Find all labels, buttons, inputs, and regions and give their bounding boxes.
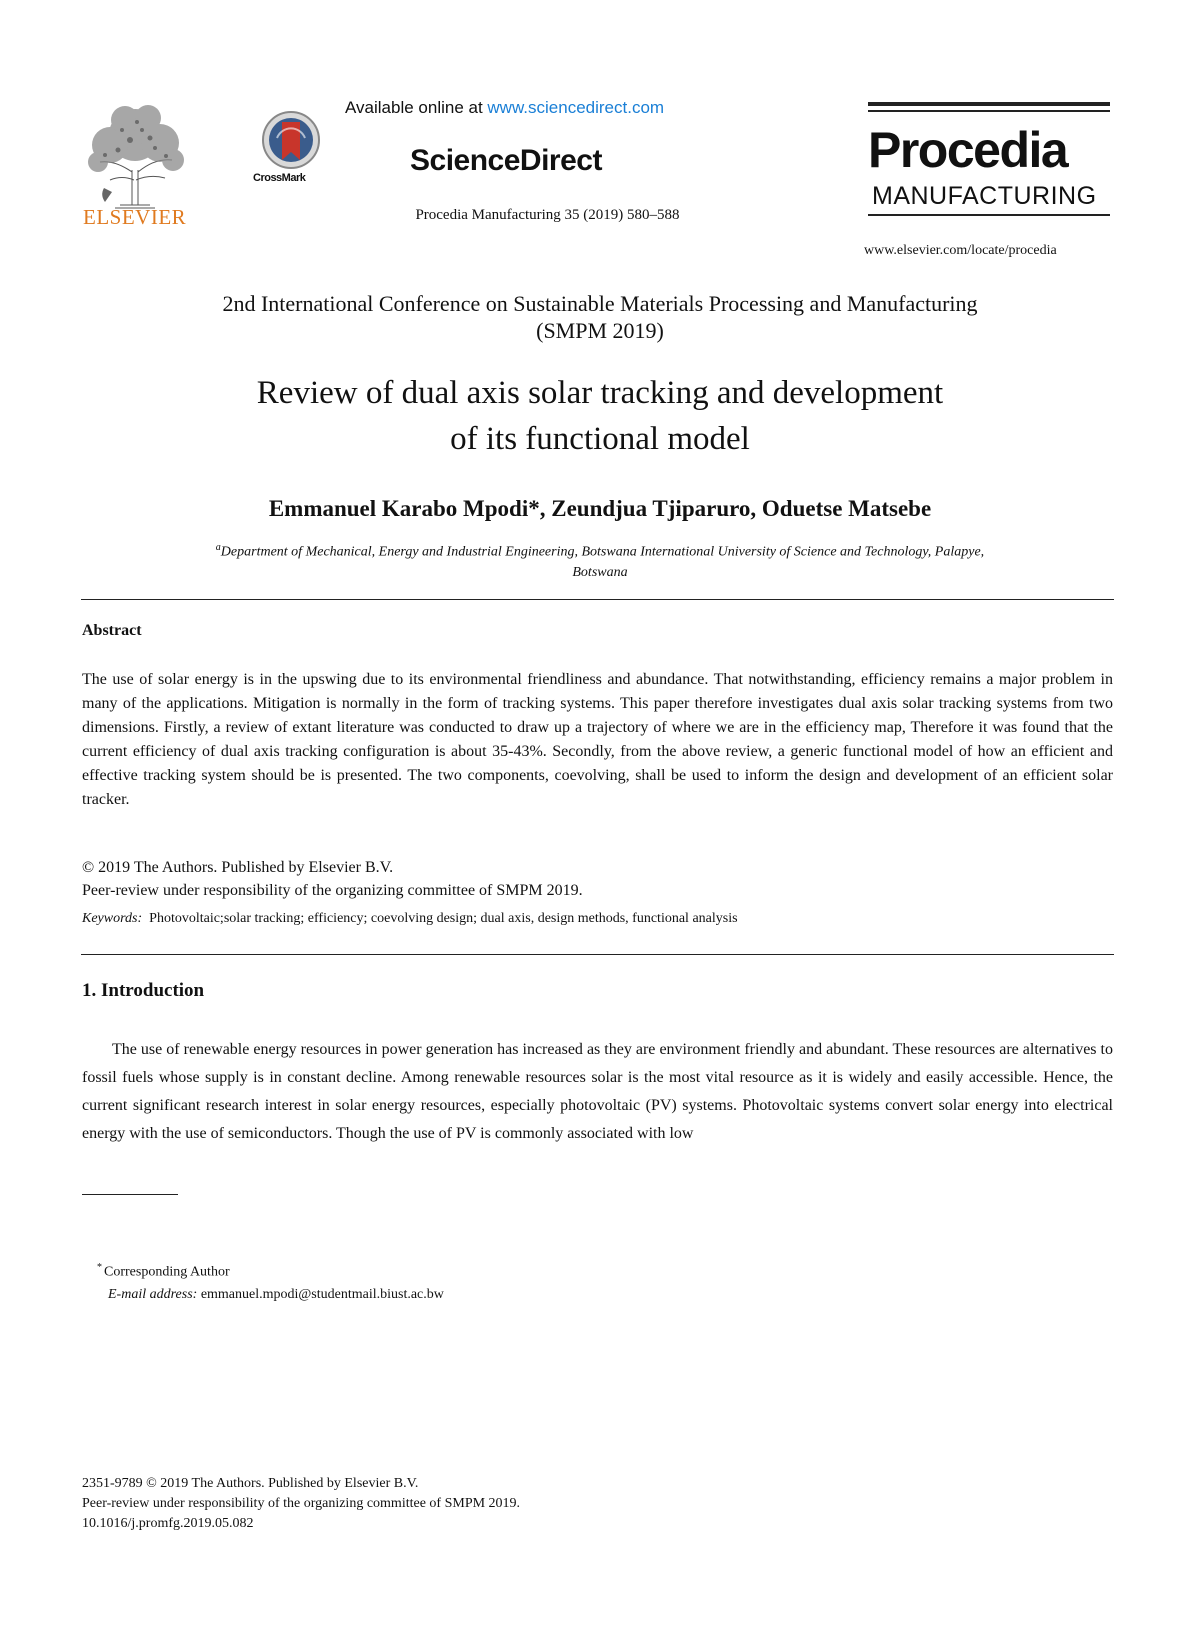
journal-logo-name: Procedia — [868, 122, 1068, 178]
procedia-bottom-rule — [868, 214, 1110, 216]
peer-review-line: Peer-review under responsibility of the organizing committee of SMPM 2019. — [82, 882, 583, 899]
affiliation-line-2: Botswana — [572, 564, 628, 580]
conference-line-1: 2nd International Conference on Sustainable Materials Processing and Manufacturing — [222, 291, 978, 316]
elsevier-logo-text: ELSEVIER — [83, 205, 187, 229]
copyright-line: © 2019 The Authors. Published by Elsevier B.V. — [82, 859, 394, 876]
footnote — [97, 1257, 444, 1306]
keywords — [82, 911, 738, 927]
footnote-marker: * — [97, 1262, 102, 1273]
introduction-text: The use of renewable energy resources in power generation has increased as they are environment friendly and abundant. These resources are alternatives to fossil fuels whose supply is in constant decline. Among renewable resources solar is the most vital resource as it is widely and easily accessible. Hence, the current significant research interest in solar energy resources, especially photovoltaic (PV) systems. Photovoltaic systems convert solar energy into electrical energy with the use of semiconductors. Though the use of PV is commonly associated with low — [82, 1041, 1113, 1142]
divider-bottom — [81, 954, 1114, 955]
page-footer — [82, 1474, 520, 1534]
affiliation-marker: a — [215, 542, 221, 553]
footer-doi[interactable]: 10.1016/j.promfg.2019.05.082 — [82, 1516, 254, 1531]
email-address[interactable]: emmanuel.mpodi@studentmail.biust.ac.bw — [200, 1286, 444, 1302]
crossmark-icon[interactable] — [255, 108, 327, 192]
footer-peer-review-line: Peer-review under responsibility of the organizing committee of SMPM 2019. — [82, 1496, 521, 1511]
paper-title-line-2: of its functional model — [450, 421, 750, 457]
footer-issn-line: 2351-9789 © 2019 The Authors. Published by Elsevier B.V. — [82, 1476, 419, 1491]
affiliation — [80, 538, 1120, 583]
procedia-top-rule — [868, 102, 1110, 106]
section-heading-introduction: 1. Introduction — [82, 980, 205, 1001]
conference-line-2: (SMPM 2019) — [536, 318, 664, 343]
conference-name — [80, 290, 1120, 344]
available-online-prefix: Available online at — [345, 98, 488, 117]
affiliation-line-1: Department of Mechanical, Energy and Industrial Engineering, Botswana International University of Science and Technology, Palapye, — [220, 544, 985, 560]
procedia-top-rule-thin — [868, 110, 1110, 112]
author-list: Emmanuel Karabo Mpodi*, Zeundjua Tjiparuro, Oduetse Matsebe — [268, 496, 932, 521]
journal-logo-subtitle: MANUFACTURING — [872, 182, 1097, 210]
abstract-heading: Abstract — [82, 622, 142, 639]
sciencedirect-logo-text: ScienceDirect — [410, 144, 602, 177]
paper-title — [80, 370, 1120, 462]
sciencedirect-link[interactable]: www.sciencedirect.com — [487, 98, 665, 117]
journal-citation: Procedia Manufacturing 35 (2019) 580–588 — [415, 207, 680, 223]
journal-url-link[interactable]: www.elsevier.com/locate/procedia — [864, 243, 1057, 258]
paper-title-line-1: Review of dual axis solar tracking and development — [256, 375, 944, 411]
crossmark-label: CrossMark — [253, 172, 306, 184]
email-label: E-mail address: — [108, 1286, 198, 1302]
footnote-label: Corresponding Author — [104, 1264, 230, 1280]
copyright-block — [82, 856, 583, 902]
abstract-text: The use of solar energy is in the upswing due to its environmental friendliness and abundance. That notwithstanding, efficiency remains a major problem in many of the applications. Mitigation is normally in the form of tracking systems. This paper therefore investigates dual axis solar tracking systems from two dimensions. Firstly, a review of extant literature was conducted to draw up a trajectory of where we are in the efficiency map, Therefore it was found that the current efficiency of dual axis tracking configuration is about 35-43%. Secondly, from the above review, a generic functional model of how an efficient and effective tracking system should be is presented. The two components, coevolving, shall be used to inform the design and development of an efficient solar tracker. — [82, 671, 1113, 808]
footnote-rule — [82, 1194, 178, 1195]
keywords-list: Photovoltaic;solar tracking; efficiency; coevolving design; dual axis, design methods, functional analysis — [149, 911, 738, 926]
available-online — [345, 98, 664, 118]
divider-top — [81, 599, 1114, 600]
keywords-label: Keywords: — [82, 911, 143, 926]
elsevier-tree-logo-icon — [80, 100, 190, 210]
